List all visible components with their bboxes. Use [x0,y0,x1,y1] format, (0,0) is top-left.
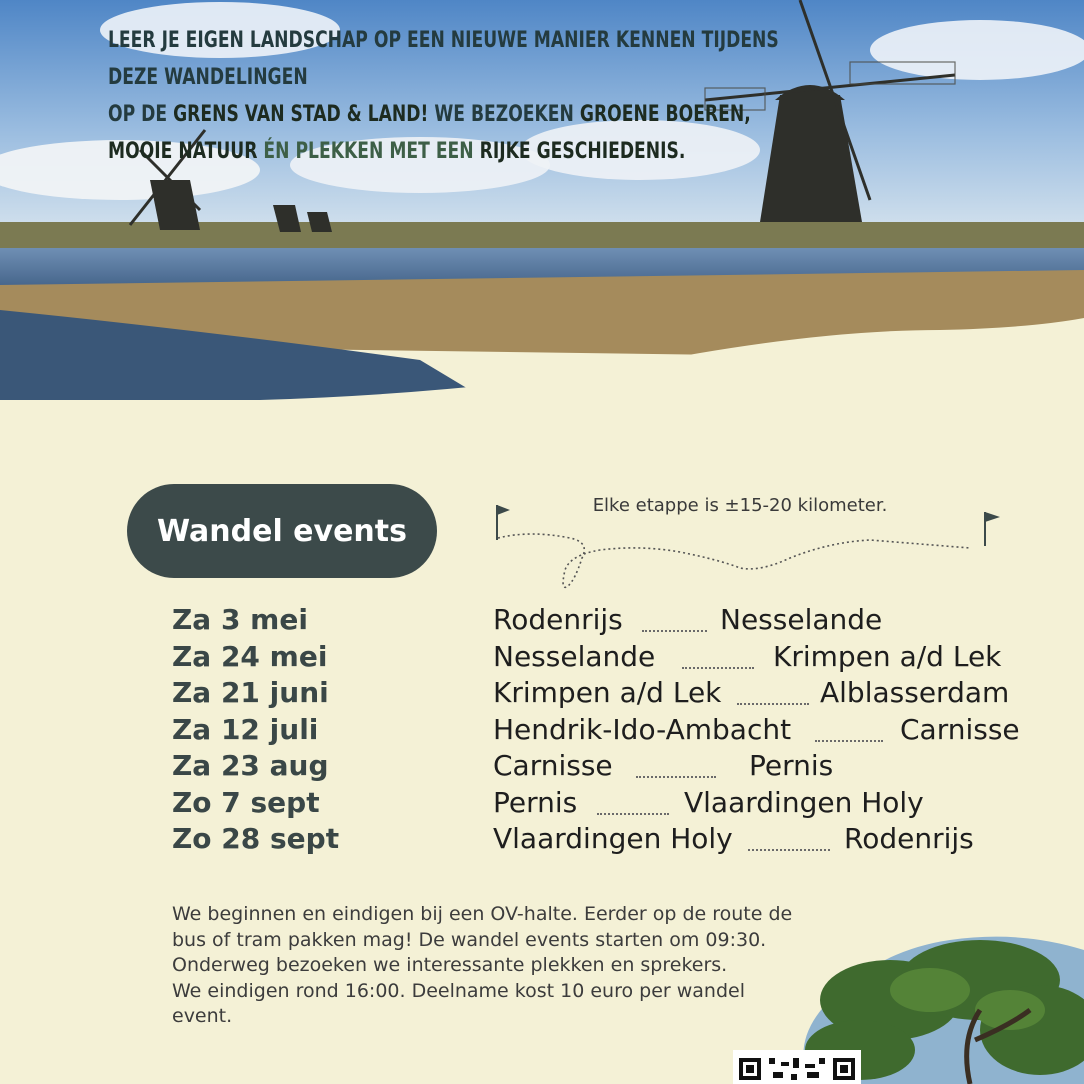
event-date: Za 23 aug [172,749,329,782]
route-dots [737,703,809,705]
intro-line-3: MOOIE NATUUR ÉN PLEKKEN MET EEN RIJKE GESCHIEDENIS. [108,139,686,164]
route-start: Pernis [493,785,578,819]
info-paragraph: We beginnen en eindigen bij een OV-halte. Eerder op de route de bus of tram pakken mag! De wandel events starten om 09:30. Onderweg bezoeken we interessante plekken en sprekers. We eindigen rond 16:00. Deelname kost 10 euro per wandel event. [172,903,793,1027]
event-date: Zo 28 sept [172,822,340,855]
page-title: Wandel events [127,484,437,578]
intro-text [108,22,779,170]
etappe-note: Elke etappe is ±15-20 kilometer. [592,495,888,516]
schedule-row [172,640,1052,677]
route-dots [815,740,883,742]
route-end: Alblasserdam [820,676,1010,709]
intro-line-1: LEER JE EIGEN LANDSCHAP OP EEN NIEUWE MANIER KENNEN TIJDENS DEZE WANDELINGEN [108,28,779,90]
route-end: Krimpen a/d Lek [773,639,1002,673]
route-line-graphic [490,500,1010,595]
route-start: Hendrik-Ido-Ambacht [493,712,792,746]
event-date: Za 3 mei [172,603,308,636]
route-end: Pernis [749,749,834,782]
schedule-row [172,676,1052,713]
schedule-row [172,603,1052,640]
schedule-table [172,603,1052,859]
route-end: Carnisse [900,712,1020,746]
event-date: Za 24 mei [172,639,328,673]
route-start: Rodenrijs [493,603,623,636]
route-start: Nesselande [493,639,656,673]
event-date: Za 12 juli [172,712,319,746]
route-dots [682,667,754,669]
event-date: Zo 7 sept [172,785,320,819]
route-dots [642,630,707,632]
flag-start-icon [497,505,510,540]
intro-line-2: OP DE GRENS VAN STAD & LAND! WE BEZOEKEN GROENE BOEREN, [108,102,751,127]
qr-code[interactable] [733,1050,861,1084]
route-start: Vlaardingen Holy [493,822,733,855]
route-dots [748,849,830,851]
event-date: Za 21 juni [172,676,329,709]
route-dots [597,813,669,815]
schedule-row [172,749,1052,786]
route-end: Rodenrijs [844,822,974,855]
route-start: Carnisse [493,749,613,782]
schedule-row [172,713,1052,750]
route-end: Vlaardingen Holy [684,785,924,819]
schedule-row [172,822,1052,859]
schedule-row [172,786,1052,823]
route-start: Krimpen a/d Lek [493,676,722,709]
route-end: Nesselande [720,603,883,636]
flag-end-icon [985,512,1000,546]
route-dots [636,776,716,778]
